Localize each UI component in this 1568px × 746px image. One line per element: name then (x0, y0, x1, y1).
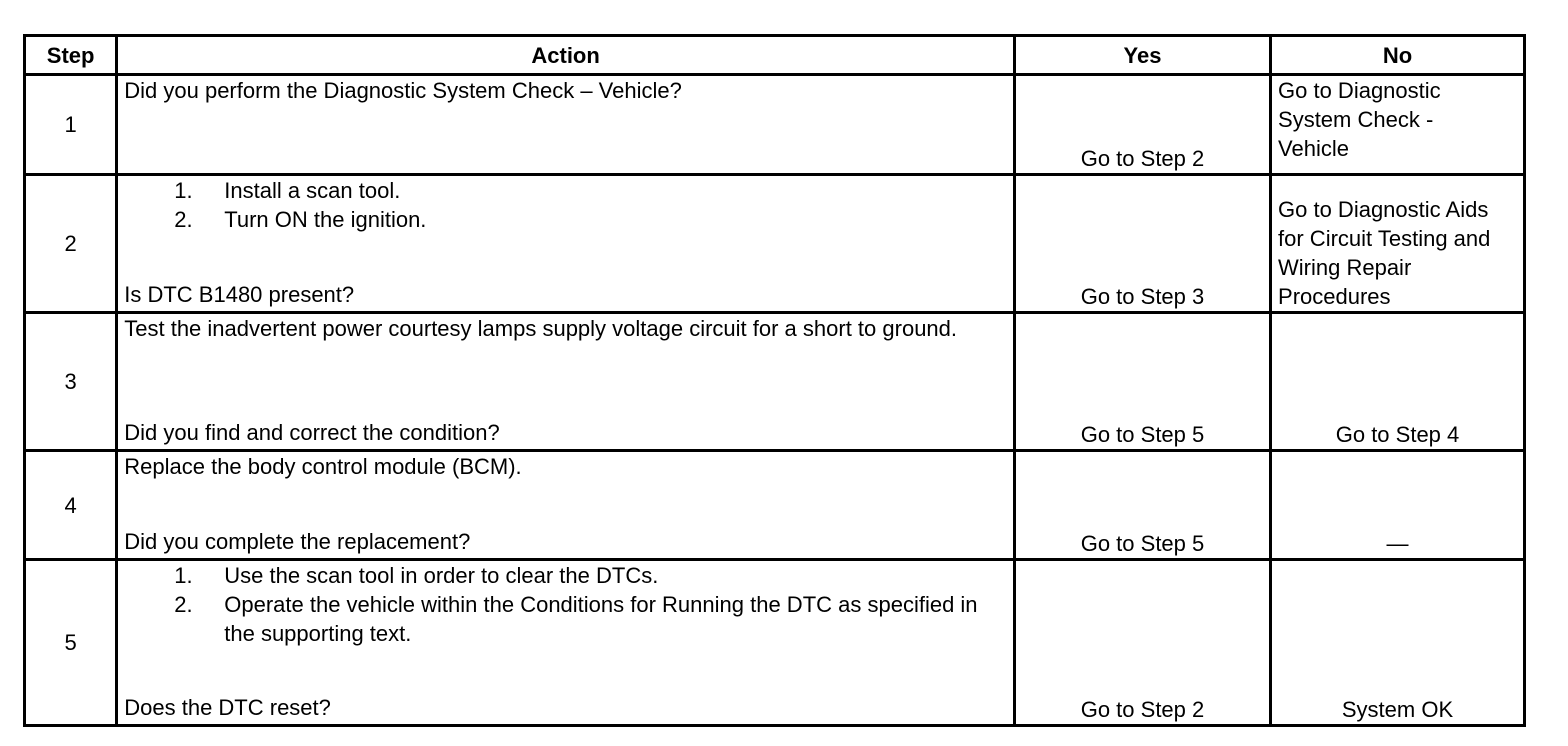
list-item-text: Turn ON the ignition. (224, 207, 427, 232)
diagnostic-procedure-table (23, 34, 1526, 727)
yes-cell: Go to Step 5 (1014, 451, 1270, 560)
action-text: Test the inadvertent power courtesy lamps supply voltage circuit for a short to ground. (124, 316, 958, 341)
action-question: Is DTC B1480 present? (124, 282, 355, 307)
action-steps-list (124, 561, 1007, 648)
table-row (25, 313, 1525, 451)
list-item-number: 2. (174, 207, 193, 232)
action-cell (117, 313, 1015, 451)
list-item (124, 590, 1007, 648)
action-cell (117, 175, 1015, 313)
action-steps-list (124, 176, 1007, 234)
list-item-number: 2. (174, 592, 193, 617)
yes-cell: Go to Step 3 (1014, 175, 1270, 313)
step-number: 5 (25, 560, 117, 726)
action-question: Did you find and correct the condition? (124, 420, 500, 445)
list-item-text: Operate the vehicle within the Conditions for Running the DTC as specified in the supporting text. (224, 592, 978, 646)
header-no: No (1271, 36, 1525, 75)
header-row (25, 36, 1525, 75)
list-item (124, 561, 1007, 590)
list-item-number: 1. (174, 178, 193, 203)
no-cell: Go to Diagnostic Aids for Circuit Testing and Wiring Repair Procedures (1271, 175, 1525, 313)
yes-cell: Go to Step 2 (1014, 560, 1270, 726)
step-number: 2 (25, 175, 117, 313)
action-text: Replace the body control module (BCM). (124, 454, 522, 479)
no-cell: Go to Step 4 (1271, 313, 1525, 451)
step-number: 4 (25, 451, 117, 560)
no-cell: Go to Diagnostic System Check - Vehicle (1271, 75, 1525, 175)
table-header (25, 36, 1525, 75)
action-question: Does the DTC reset? (124, 695, 331, 720)
table-row (25, 560, 1525, 726)
list-item-text: Install a scan tool. (224, 178, 401, 203)
header-yes: Yes (1014, 36, 1270, 75)
table-body (25, 75, 1525, 726)
step-number: 1 (25, 75, 117, 175)
yes-cell: Go to Step 2 (1014, 75, 1270, 175)
action-cell (117, 560, 1015, 726)
table-row (25, 75, 1525, 175)
list-item (124, 205, 1007, 234)
header-action: Action (117, 36, 1015, 75)
table-row (25, 451, 1525, 560)
action-cell (117, 451, 1015, 560)
no-cell: — (1271, 451, 1525, 560)
action-question: Did you complete the replacement? (124, 529, 471, 554)
list-item (124, 176, 1007, 205)
header-step: Step (25, 36, 117, 75)
table-row (25, 175, 1525, 313)
yes-cell: Go to Step 5 (1014, 313, 1270, 451)
list-item-text: Use the scan tool in order to clear the DTCs. (224, 563, 659, 588)
action-cell (117, 75, 1015, 175)
action-text: Did you perform the Diagnostic System Check – Vehicle? (124, 78, 682, 103)
no-cell: System OK (1271, 560, 1525, 726)
step-number: 3 (25, 313, 117, 451)
list-item-number: 1. (174, 563, 193, 588)
